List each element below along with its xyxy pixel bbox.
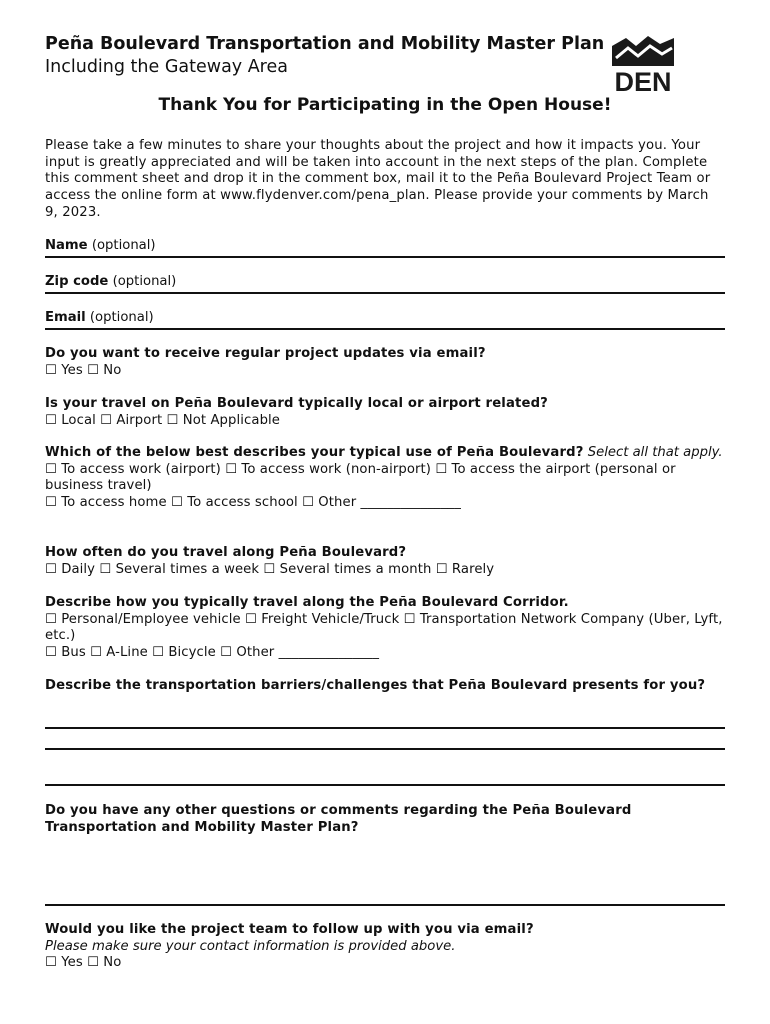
question-frequency	[45, 545, 725, 578]
question-typical-use-text: Which of the below best describes your typical use of Peña Boulevard?	[45, 445, 584, 460]
barriers-answer-line-3[interactable]	[45, 784, 725, 786]
question-frequency-options[interactable]: ☐ Daily ☐ Several times a week ☐ Several times a month ☐ Rarely	[45, 561, 495, 577]
question-typical-use-note: Select all that apply.	[587, 445, 723, 460]
thank-you-heading: Thank You for Participating in the Open House!	[158, 95, 612, 115]
den-logo-text: DEN	[614, 67, 672, 92]
question-other-comments	[45, 803, 725, 836]
question-typical-use-options-1[interactable]: ☐ To access work (airport) ☐ To access work (non-airport) ☐ To access the airport (personal or business travel)	[45, 461, 676, 494]
question-travel-type-text: Is your travel on Peña Boulevard typically local or airport related?	[45, 396, 548, 411]
zip-label: Zip code	[45, 274, 109, 289]
zip-field-label	[45, 274, 176, 289]
name-label: Name	[45, 238, 88, 253]
question-follow-up-note: Please make sure your contact information is provided above.	[45, 938, 456, 954]
comments-answer-line[interactable]	[45, 904, 725, 906]
question-typical-use-options-2[interactable]: ☐ To access home ☐ To access school ☐ Other _______________	[45, 495, 461, 511]
document-subtitle: Including the Gateway Area	[45, 57, 288, 77]
question-barriers	[45, 678, 725, 695]
name-input-line[interactable]	[45, 256, 725, 258]
email-input-line[interactable]	[45, 328, 725, 330]
question-other-comments-text: Do you have any other questions or comments regarding the Peña Boulevard Transportation and Mobility Master Plan?	[45, 803, 632, 835]
barriers-answer-line-1[interactable]	[45, 727, 725, 729]
question-travel-type-options[interactable]: ☐ Local ☐ Airport ☐ Not Applicable	[45, 412, 281, 428]
intro-paragraph: Please take a few minutes to share your thoughts about the project and how it impacts you. Your input is greatly appreciated and will be taken into account in the next steps of the plan. Complete this comment sheet and drop it in the comment box, mail it to the Peña Boulevard Project Team or access the online form at www.flydenver.com/pena_plan. Please provide your comments by March 9, 2023.	[45, 138, 711, 220]
barriers-answer-line-2[interactable]	[45, 748, 725, 750]
zip-hint: (optional)	[112, 274, 177, 289]
question-travel-mode	[45, 595, 725, 662]
question-follow-up-options[interactable]: ☐ Yes ☐ No	[45, 955, 122, 971]
email-label: Email	[45, 310, 86, 325]
document-title: Peña Boulevard Transportation and Mobility Master Plan	[45, 34, 605, 54]
email-hint: (optional)	[89, 310, 154, 325]
name-hint: (optional)	[91, 238, 156, 253]
question-follow-up-text: Would you like the project team to follow up with you via email?	[45, 922, 534, 937]
question-travel-mode-options-2[interactable]: ☐ Bus ☐ A-Line ☐ Bicycle ☐ Other _______________	[45, 645, 380, 661]
question-barriers-text: Describe the transportation barriers/challenges that Peña Boulevard presents for you?	[45, 678, 706, 693]
email-field-label	[45, 310, 154, 325]
zip-input-line[interactable]	[45, 292, 725, 294]
question-typical-use	[45, 445, 725, 512]
question-travel-mode-text: Describe how you typically travel along the Peña Boulevard Corridor.	[45, 595, 569, 610]
question-updates-text: Do you want to receive regular project updates via email?	[45, 346, 486, 361]
den-logo	[612, 36, 674, 92]
question-frequency-text: How often do you travel along Peña Boulevard?	[45, 545, 407, 560]
question-updates-options[interactable]: ☐ Yes ☐ No	[45, 362, 122, 378]
question-travel-type	[45, 396, 725, 429]
question-updates	[45, 346, 725, 379]
question-travel-mode-options-1[interactable]: ☐ Personal/Employee vehicle ☐ Freight Vehicle/Truck ☐ Transportation Network Company (Uber, Lyft, etc.)	[45, 611, 723, 644]
question-follow-up	[45, 922, 725, 972]
name-field-label	[45, 238, 156, 253]
